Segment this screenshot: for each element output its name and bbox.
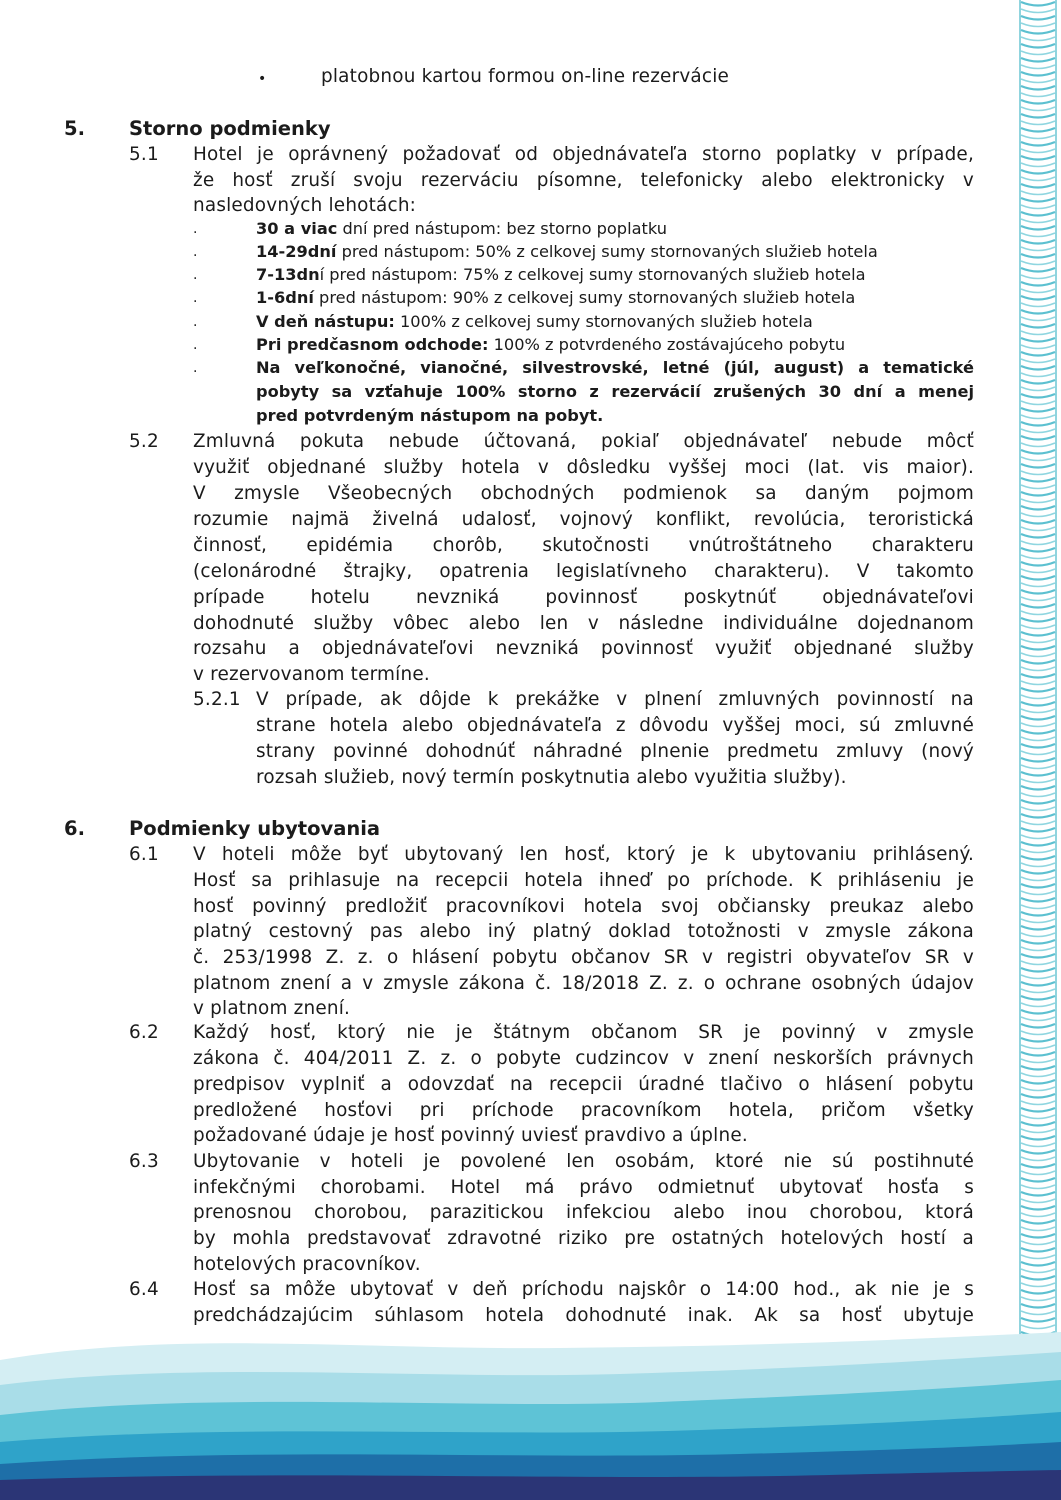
bullet-dot: · (193, 294, 198, 310)
para-6-1-line: č. 253/1998 Z. z. o hlásení pobytu občanov SR v registri obyvateľov SR v (193, 947, 974, 968)
para-5-2-line: využiť objednané služby hotela v dôsledku vyššej moci (lat. vis maior). (193, 457, 974, 478)
bullet-dot: • (258, 71, 267, 87)
wave-footer-decoration (0, 1330, 1061, 1500)
para-6-4-line: predchádzajúcim súhlasom hotela dohodnuté inak. Ak sa hosť ubytuje (193, 1305, 974, 1326)
para-6-2-line: predpisov vyplniť a odovzdať na recepcii úradné tlačivo o hlásení pobytu (193, 1074, 974, 1095)
section-6-number: 6. (64, 817, 85, 840)
para-6-1-number: 6.1 (129, 844, 159, 865)
para-6-1-line: platnom znení a v zmysle zákona č. 18/2018 Z. z. o ochrane osobných údajov (193, 973, 974, 994)
para-6-3-line: Ubytovanie v hoteli je povolené len osobám, ktoré nie sú postihnuté (193, 1151, 974, 1172)
para-6-3-line: prenosnou chorobou, parazitickou infekciou alebo inou chorobou, ktorá (193, 1202, 974, 1223)
para-6-3-line: by mohla predstavovať zdravotné riziko pre ostatných hotelových hostí a (193, 1228, 974, 1249)
para-5-1-line: Hotel je oprávnený požadovať od objednávateľa storno poplatky v prípade, (193, 144, 974, 165)
storno-bullet-item (256, 314, 813, 330)
section-5-title: Storno podmienky (129, 117, 331, 140)
rope-border-decoration (1015, 0, 1061, 1370)
storno-bullet-bold: 1-6dní (256, 288, 314, 307)
storno-bullet-rest: 100% z potvrdeného zostávajúceho pobytu (488, 335, 846, 354)
storno-bullet-bold: 30 a viac (256, 219, 338, 238)
storno-bullet-rest: pred nástupom: 90% z celkovej sumy stornovaných služieb hotela (313, 288, 856, 307)
storno-bullet-rest: dní pred nástupom: bez storno poplatku (337, 219, 667, 238)
storno-bullet-item (256, 290, 855, 306)
storno-bullet-rest: 100% z celkovej sumy stornovaných služieb hotela (394, 312, 813, 331)
bullet-dot: · (193, 364, 198, 380)
para-5-2-1-line: strane hotela alebo objednávateľa z dôvodu vyššej moci, sú zmluvné (256, 715, 974, 736)
storno-bullet-rest: pred nástupom: 50% z celkovej sumy stornovaných služieb hotela (336, 242, 878, 261)
para-6-2-line: zákona č. 404/2011 Z. z. o pobyte cudzincov v znení neskorších právnych (193, 1048, 974, 1069)
para-6-1-line: platný cestovný pas alebo iný platný doklad totožnosti v zmysle zákona (193, 921, 974, 942)
bullet-dot: · (193, 318, 198, 334)
para-6-2-number: 6.2 (129, 1022, 159, 1043)
storno-bullet-item (256, 337, 845, 353)
storno-bullet-item (256, 244, 878, 260)
para-5-2-line: prípade hotelu nevzniká povinnosť poskytnúť objednávateľovi (193, 587, 974, 608)
storno-bullet-bold: V deň nástupu: (256, 312, 395, 331)
para-5-1-line: že hosť zruší svoju rezerváciu písomne, telefonicky alebo elektronicky v (193, 170, 974, 191)
holiday-bullet-line: Na veľkonočné, vianočné, silvestrovské, letné (júl, august) a tematické (256, 358, 974, 377)
para-5-1-line: nasledovných lehotách: (193, 195, 417, 216)
para-5-2-line: (celonárodné štrajky, opatrenia legislatívneho charakteru). V takomto (193, 561, 974, 582)
section-5-number: 5. (64, 117, 85, 140)
bullet-dot: · (193, 225, 198, 241)
section-6-title: Podmienky ubytovania (129, 817, 381, 840)
para-5-2-1-line: strany povinné dohodnúť náhradné plnenie predmetu zmluvy (nový (256, 741, 974, 762)
bullet-dot: · (193, 341, 198, 357)
para-5-2-1-line: V prípade, ak dôjde k prekážke v plnení zmluvných povinností na (256, 689, 974, 710)
holiday-bullet-line: pobyty sa vzťahuje 100% storno z rezervácií zrušených 30 dní a menej (256, 382, 974, 401)
para-5-2-line: V zmysle Všeobecných obchodných podmienok sa daným pojmom (193, 483, 974, 504)
storno-bullet-bold: 14-29dní (256, 242, 337, 261)
para-5-2-1-number: 5.2.1 (193, 689, 241, 710)
para-5-2-line: činnosť, epidémia chorôb, skutočnosti vnútroštátneho charakteru (193, 535, 974, 556)
para-6-1-line: V hoteli môže byť ubytovaný len hosť, ktorý je k ubytovaniu prihlásený. (193, 844, 974, 865)
storno-bullet-bold: Pri predčasnom odchode: (256, 335, 489, 354)
para-6-3-line: infekčnými chorobami. Hotel má právo odmietnuť ubytovať hosťa s (193, 1177, 974, 1198)
para-6-2-line: požadované údaje je hosť povinný uviesť pravdivo a úplne. (193, 1125, 748, 1146)
para-5-2-1-line: rozsah služieb, nový termín poskytnutia alebo využitia služby). (256, 767, 847, 788)
para-5-2-line: Zmluvná pokuta nebude účtovaná, pokiaľ objednávateľ nebude môcť (193, 431, 974, 452)
para-6-3-number: 6.3 (129, 1151, 159, 1172)
bullet-dot: · (193, 271, 198, 287)
holiday-bullet-line: pred potvrdeným nástupom na pobyt. (256, 406, 604, 425)
para-6-1-line: v platnom znení. (193, 998, 351, 1019)
storno-bullet-rest: í pred nástupom: 75% z celkovej sumy stornovaných služieb hotela (319, 265, 866, 284)
para-5-2-line: rozumie najmä živelná udalosť, vojnový konflikt, revolúcia, teroristická (193, 509, 974, 530)
storno-bullet-item (256, 267, 866, 283)
para-6-2-line: predložené hosťovi pri príchode pracovníkom hotela, pričom všetky (193, 1100, 974, 1121)
para-5-2-number: 5.2 (129, 431, 159, 452)
para-5-1-number: 5.1 (129, 144, 159, 165)
bullet-dot: · (193, 248, 198, 264)
storno-bullet-bold: 7-13dn (256, 265, 320, 284)
para-6-2-line: Každý hosť, ktorý nie je štátnym občanom SR je povinný v zmysle (193, 1022, 974, 1043)
para-6-1-line: Hosť sa prihlasuje na recepcii hotela ihneď po príchode. K prihláseniu je (193, 870, 974, 891)
para-5-2-line: dohodnuté služby vôbec alebo len v následne individuálne dojednanom (193, 613, 974, 634)
para-6-4-number: 6.4 (129, 1279, 159, 1300)
para-6-4-line: Hosť sa môže ubytovať v deň príchodu najskôr o 14:00 hod., ak nie je s (193, 1279, 974, 1300)
intro-bullet-text: platobnou kartou formou on-line rezervácie (321, 66, 730, 87)
para-5-2-line: rozsahu a objednávateľovi nevzniká povinnosť využiť objednané služby (193, 638, 974, 659)
storno-bullet-item (256, 221, 667, 237)
para-6-1-line: hosť povinný predložiť pracovníkovi hotela svoj občiansky preukaz alebo (193, 896, 974, 917)
para-6-3-line: hotelových pracovníkov. (193, 1254, 421, 1275)
para-5-2-line: v rezervovanom termíne. (193, 664, 430, 685)
